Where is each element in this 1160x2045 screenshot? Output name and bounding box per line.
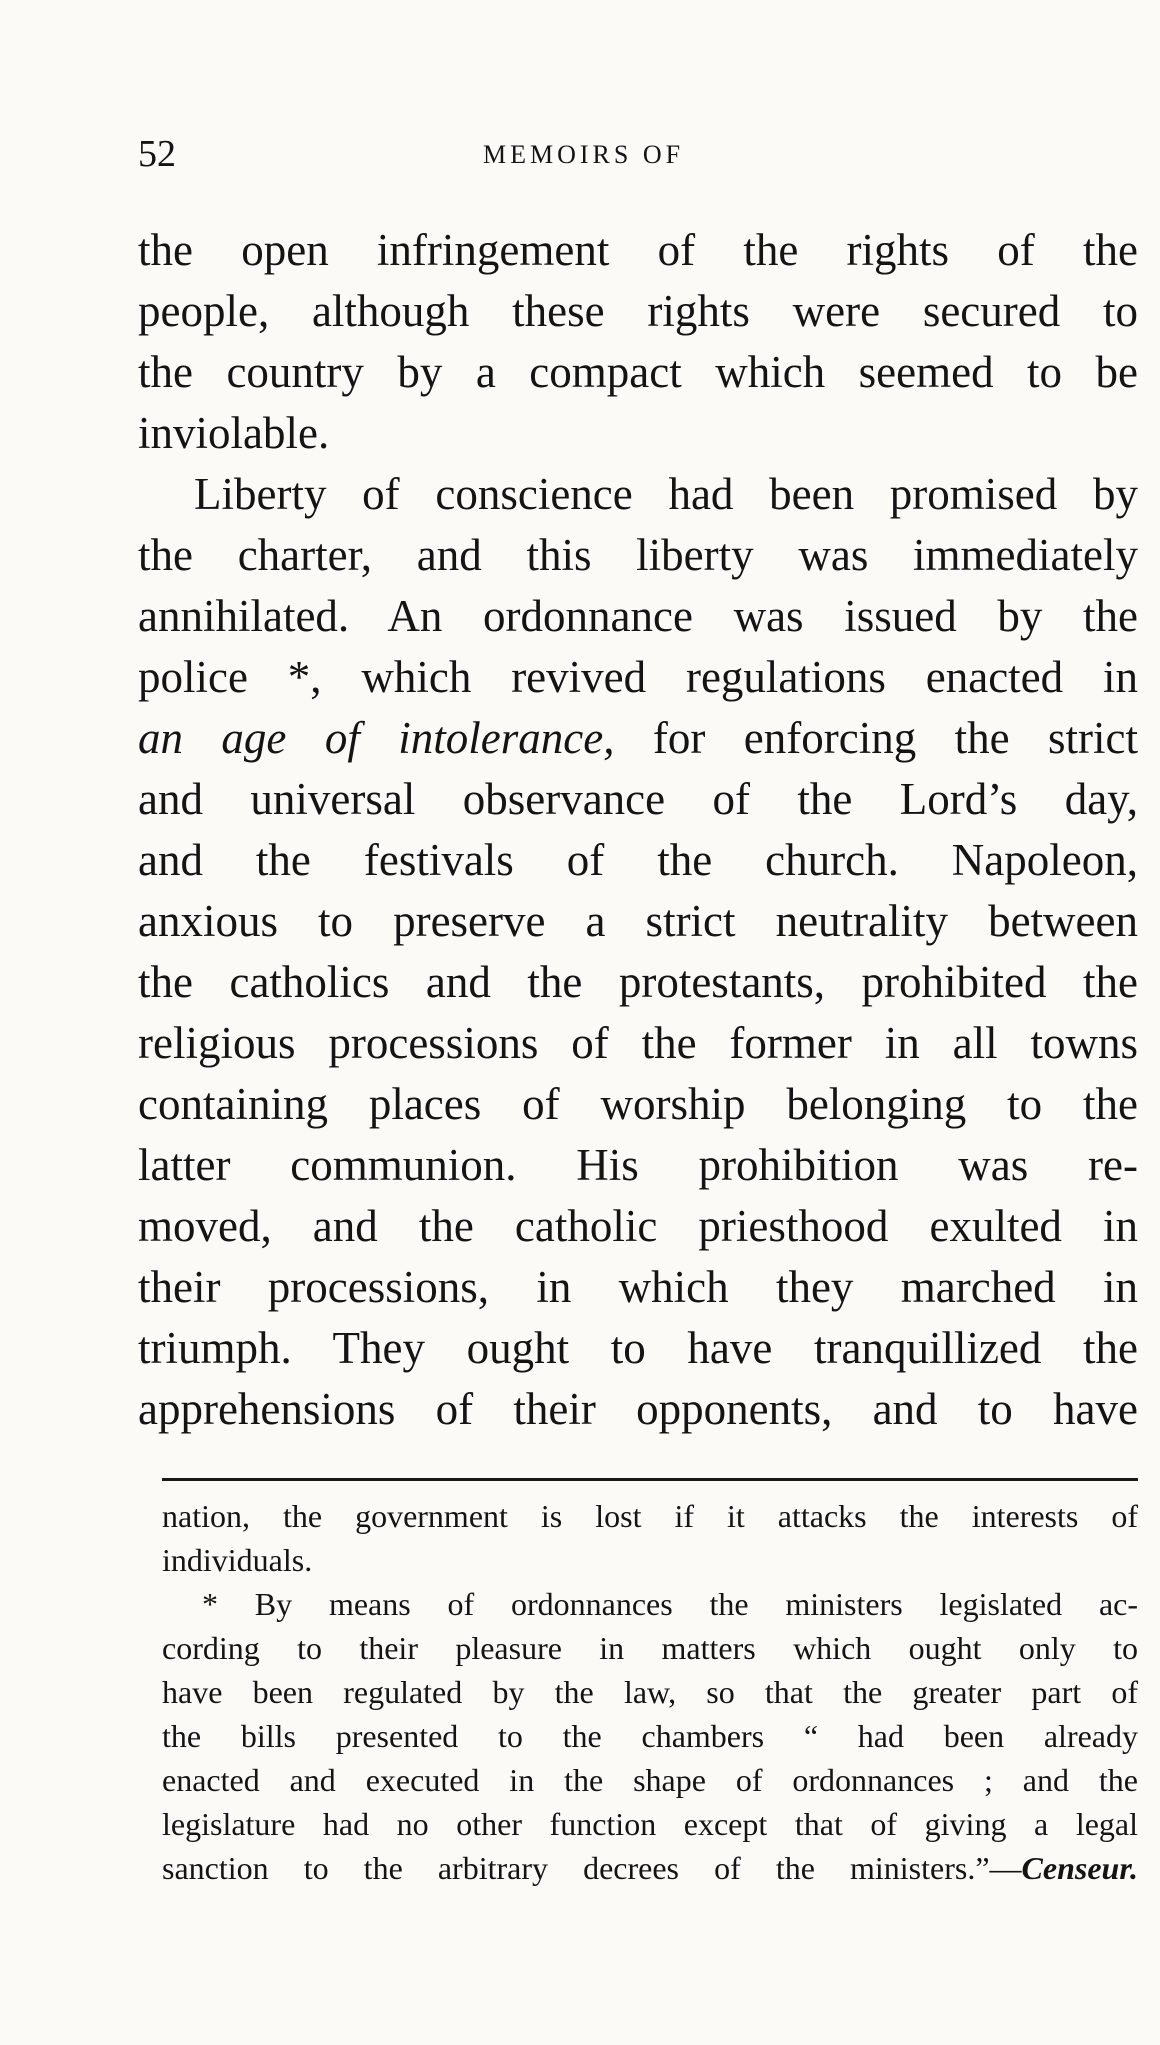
text-line: Liberty of conscience had been promised by bbox=[194, 469, 1138, 519]
footnote-line: nation, the government is lost if it attacks the interests of bbox=[162, 1498, 1138, 1534]
footnote-last-line bbox=[162, 1846, 1138, 1890]
footnote-line: legislature had no other function except that of giving a legal bbox=[162, 1806, 1138, 1842]
footnotes bbox=[162, 1494, 1138, 1890]
text-line: and the festivals of the church. Napoleon, bbox=[138, 835, 1138, 885]
footnote-line: cording to their pleasure in matters which ought only to bbox=[162, 1630, 1138, 1666]
text-line: anxious to preserve a strict neutrality between bbox=[138, 896, 1138, 946]
text-line: their processions, in which they marched in bbox=[138, 1262, 1138, 1312]
page-header bbox=[138, 134, 1138, 174]
footnote-line: * By means of ordonnances the ministers legislated ac- bbox=[202, 1586, 1138, 1622]
footnote-line: the bills presented to the chambers “ had been already bbox=[162, 1718, 1138, 1754]
text-line: annihilated. An ordonnance was issued by the bbox=[138, 591, 1138, 641]
footnote-line: enacted and executed in the shape of ordonnances ; and the bbox=[162, 1762, 1138, 1798]
running-head: MEMOIRS OF bbox=[483, 140, 685, 169]
text-line: inviolable. bbox=[138, 408, 330, 458]
italic-phrase: an age of intolerance, bbox=[138, 713, 615, 763]
text-line: people, although these rights were secured to bbox=[138, 286, 1138, 336]
text-line: triumph. They ought to have tranquillized the bbox=[138, 1323, 1138, 1373]
footnote-line-text: sanction to the arbitrary decrees of the ministers.”— bbox=[162, 1850, 1022, 1886]
text-line: the country by a compact which seemed to be bbox=[138, 347, 1138, 397]
paragraph-1 bbox=[138, 220, 1138, 464]
footnote-line: have been regulated by the law, so that the greater part of bbox=[162, 1674, 1138, 1710]
footnote-source: Censeur. bbox=[1021, 1850, 1138, 1886]
page-number: 52 bbox=[138, 133, 176, 175]
footnote-asterisk bbox=[162, 1582, 1138, 1890]
text-line: the catholics and the protestants, prohibited the bbox=[138, 957, 1138, 1007]
text-line-with-italic bbox=[138, 708, 1138, 769]
paragraph-2 bbox=[138, 464, 1138, 1440]
footnote-continuation bbox=[162, 1494, 1138, 1582]
text-line: the charter, and this liberty was immediately bbox=[138, 530, 1138, 580]
text-line: the open infringement of the rights of the bbox=[138, 225, 1138, 275]
footnote-line: individuals. bbox=[162, 1542, 313, 1578]
text-line: containing places of worship belonging to the bbox=[138, 1079, 1138, 1129]
text-line: moved, and the catholic priesthood exulted in bbox=[138, 1201, 1138, 1251]
text-line: and universal observance of the Lord’s day, bbox=[138, 774, 1138, 824]
main-text bbox=[138, 220, 1138, 1440]
text-line: police *, which revived regulations enacted in bbox=[138, 652, 1138, 702]
text-line-rest: for enforcing the strict bbox=[652, 713, 1139, 763]
text-line: latter communion. His prohibition was re- bbox=[138, 1140, 1138, 1190]
footnote-divider bbox=[162, 1478, 1138, 1481]
text-line: apprehensions of their opponents, and to have bbox=[138, 1384, 1138, 1434]
text-line: religious processions of the former in all towns bbox=[138, 1018, 1138, 1068]
